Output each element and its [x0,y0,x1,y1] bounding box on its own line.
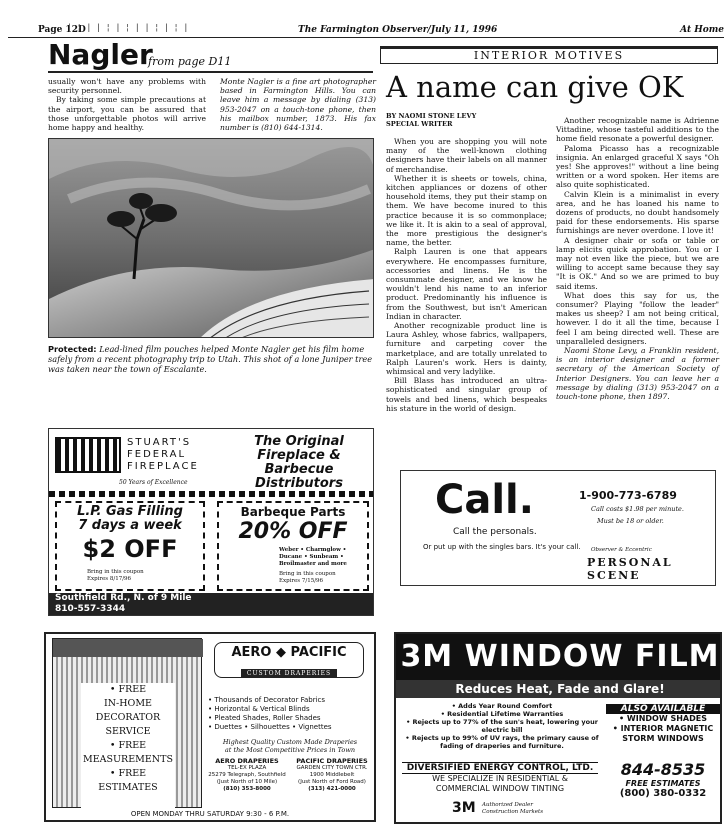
call-cost: Call costs $1.98 per minute. [591,505,684,513]
window-film-ad [394,632,722,824]
call-age-limit: Must be 18 or older. [597,517,664,525]
bullet: • Rejects up to 99% of UV rays, the primary cause of fading of draperies and furniture. [405,734,599,750]
building-logo-icon [55,437,121,473]
aero-brand: AERO ◆ PACIFIC [231,645,347,660]
paragraph: Ralph Lauren is one that appears everywhere. He encompasses furniture, accessories and linens. He is the consummate designer, and we know he wouldn't lend his name to an inferior product. Predominantly his influence is from the Southwest, but isn't American Indian in character. [386,247,547,321]
brand-line: FIREPLACE [127,461,199,472]
service-list [81,683,175,809]
headline-rule [48,71,373,73]
paragraph: When you are shopping you will note many of the well-known clothing designers have their labels on all manner of merchandise. [386,137,547,174]
store-note: (Just North of 10 Mile) [216,779,278,785]
brand-line: STUART'S [127,437,192,448]
bbq-brands: Weber • Charmglow • Ducane • Sunbeam • Broilmaster and more [279,547,347,567]
valance-icon [53,639,203,657]
personals-ad [400,470,716,586]
drapery-illustration [52,638,202,808]
aero-pacific-ad [44,632,376,822]
years-tag: 50 Years of Excellence [119,479,188,486]
call-subtagline: Or put up with the singles bars. It's your call. [423,543,581,551]
also-item: • WINDOW SHADES [619,714,707,723]
call-tagline: Call the personals. [453,527,537,537]
service-line: • FREE [109,684,147,695]
dealer-line: Construction Markets [482,809,544,815]
company-name: DIVERSIFIED ENERGY CONTROL, LTD. [402,762,598,774]
service-line: • FREE [109,768,147,779]
window-film-banner: Reduces Heat, Fade and Glare! [396,680,722,698]
phone-number: 844-8535 [620,760,706,779]
paragraph: Another recognizable name is Adrienne Vittadine, whose tasteful additions to the home field resonate a powerful designer. [556,116,719,144]
also-item: • INTERIOR MAGNETIC [612,724,714,733]
photo-caption [48,344,374,374]
store-phone: (810) 353-8000 [223,786,271,792]
dealer-note [482,802,543,816]
fireplace-ad [48,428,374,616]
window-film-title: 3M WINDOW FILM [396,634,722,680]
title-line: The Original [254,434,344,449]
bullet: • Adds Year Round Comfort [451,702,553,710]
aero-tagline [208,738,372,754]
bullet: • Thousands of Decorator Fabrics [208,696,326,704]
title-line: Distributors [255,476,343,491]
caption-lead: Protected: [48,344,97,354]
gas-coupon [55,501,205,591]
store-addr: 25279 Telegraph, Southfield [208,772,286,778]
sponsor-name: Observer & Eccentric [591,547,652,553]
gas-coupon-title [57,505,203,533]
store-address: Southfield Rd., N. of 9 Mile [55,593,192,603]
coupon-note: Bring in this coupon [279,571,336,577]
paragraph: Bill Blass has introduced an ultra-sophisticated and singular group of towels and bed linens, which bespeaks his stature in the world of design. [386,376,547,413]
store-note: (Just North of Ford Road) [298,779,366,785]
specialty-line: WE SPECIALIZE IN RESIDENTIAL & [432,774,568,783]
distributor-title [229,435,369,491]
juniper-photo [48,138,374,338]
coupon-expiry: Expires 8/17/96 [87,576,132,582]
coupon-line: 7 days a week [78,518,182,533]
page-header [8,22,724,38]
personal-scene-logo: PERSONAL SCENE [587,556,673,582]
store-addr: 1900 Middlebelt [309,772,355,778]
free-estimates: FREE ESTIMATES [625,779,701,788]
coupon-line: L.P. Gas Filling [77,504,183,519]
title-line: Fireplace & Barbecue [257,448,341,477]
fireplace-footer [49,593,374,616]
window-film-bullets [404,702,600,750]
bullet: • Residential Lifetime Warranties [440,710,564,718]
store-phone: (313) 421-0000 [308,786,356,792]
paragraph: Another recognizable product line is Laura Ashley, whose fabrics, wallpapers, furniture and carpeting cover the marketplace, and are totally unrelated to Ralph Lauren's work. Hers is dainty, whimsical and very ladylike. [386,321,547,377]
store-name: PACIFIC DRAPERIES [296,757,368,765]
bbq-coupon-title: Barbeque Parts [240,505,346,519]
3m-logo: 3M [452,800,476,816]
store-phone: 810-557-3344 [55,604,126,614]
column-banner: INTERIOR MOTIVES [380,46,718,64]
aero-logo [214,642,364,678]
header-ticks: | ¦ | | ¦ | ¦ | | ¦ | ¦ | [68,22,190,32]
byline-name: BY NAOMI STONE LEVY [386,112,477,120]
call-headline: Call. [435,477,534,523]
nagler-column-2: Monte Nagler is a fine art photographer based in Farmington Hills. You can leave him a message by dialing (313) 953-2047 on a touch-tone phone, then his mailbox number, 1873. His fax number is (810) 644-1314. [220,77,376,133]
fireplace-brand [127,437,199,473]
contact-block [606,760,720,799]
phone-number-2: (800) 380-0332 [619,788,707,799]
jump-line: from page D11 [148,55,232,68]
author-bio: Naomi Stone Levy, a Franklin resident, is an interior designer and a former secretary of the American Society of Interior Designers. You can leave her a message by dialing (313) 953-2047 on a touch-tone phone, then 1897. [556,346,719,402]
juniper-photo-art [49,139,374,338]
paragraph: usually won't have any problems with security personnel. [48,77,206,96]
service-line: • FREE [109,740,147,751]
paragraph: What does this say for us, the consumer? Playing "follow the leader" makes us sheep? I am not being critical, however. I do it all the time, because I feel I am being directed well. These are unparalleled designers. [556,290,719,346]
specialty-line: COMMERCIAL WINDOW TINTING [435,784,565,793]
brand-line: FEDERAL [127,449,187,460]
store-plaza: GARDEN CITY TOWN CTR. [296,765,368,771]
paragraph: Whether it is sheets or towels, china, kitchen appliances or dozens of other household items, they put their stamp on them. We have become inured to this practice because it is so commonplace; we like it. It is akin to a seal of approval, the more prestigious the designer's name, the better. [386,173,547,248]
also-title: ALSO AVAILABLE [606,704,720,714]
paragraph: A designer chair or sofa or table or lamp elicits quick approbation. You or I may not even like the piece, but we are willing to accept same because they say "It is OK." And so we are primed to buy said items. [556,235,719,291]
byline [386,112,476,128]
also-available [606,704,720,744]
aero-bullets [208,696,332,732]
store-aero [206,758,288,793]
bullet: • Rejects up to 77% of the sun's heat, lowering your electric bill [406,718,598,734]
gas-coupon-terms [87,569,144,583]
bullet: • Horizontal & Vertical Blinds [208,705,310,713]
also-item: STORM WINDOWS [622,734,704,743]
gas-coupon-discount: $2 OFF [82,535,178,563]
service-line: SERVICE [105,726,151,737]
byline-role: SPECIAL WRITER [386,120,453,128]
paragraph: Paloma Picasso has a recognizable insignia. An enlarged graceful X says "Oh yes! She approves!" without a line being written or a word spoken. Her items are also quite sophisticated. [556,143,719,190]
store-plaza: TEL-EX PLAZA [227,765,267,771]
nagler-headline: Nagler [48,38,153,71]
bbq-coupon [217,501,369,591]
service-line: MEASUREMENTS [83,754,173,765]
store-hours: OPEN MONDAY THRU SATURDAY 9:30 - 6 P.M. [130,810,290,818]
paper-dateline: The Farmington Observer/July 11, 1996 [298,25,498,35]
coupon-expiry: Expires 7/15/96 [279,578,324,584]
nagler-column-1 [48,77,206,132]
section-name: At Home [680,25,724,35]
bullet: • Duettes • Silhouettes • Vignettes [208,723,332,731]
article-headline: A name can give OK [386,70,684,104]
call-number: 1-900-773-6789 [579,489,677,502]
dealer-line: Authorized Dealer [482,802,533,808]
tagline-line: Highest Quality Custom Made Draperies [222,738,358,746]
coupon-note: Bring in this coupon [87,569,144,575]
service-line: DECORATOR [95,712,161,723]
bbq-coupon-discount: 20% OFF [238,519,348,544]
page-number: Page 12D [38,25,86,35]
coupon-border [49,491,374,497]
paragraph: By taking some simple precautions at the airport, you can be assured that those unforgettable photos will arrive home happy and healthy. [48,95,206,133]
aero-brand-sub: CUSTOM DRAPERIES [241,669,337,678]
interior-column-2 [556,116,719,401]
bullet: • Pleated Shades, Roller Shades [208,714,321,722]
paragraph: Calvin Klein is a minimalist in every area, and he has loaned his name to dozens of products, no doubt handsomely paid for these endorsements. His sparse furnishings are never overdone. I love it! [556,189,719,236]
service-line: IN-HOME [103,698,152,709]
service-line: ESTIMATES [98,782,158,793]
interior-column-1 [386,137,547,413]
store-pacific [290,758,374,793]
tagline-line: at the Most Competitive Prices in Town [224,746,356,754]
company-block [402,762,598,794]
store-name: AERO DRAPERIES [215,757,279,765]
bbq-coupon-terms [279,571,336,585]
caption-text: Lead-lined film pouches helped Monte Nagler get his film home safely from a recent photography trip to Utah. This shot of a lone Juniper tree was taken near the town of Escalante. [48,344,373,374]
